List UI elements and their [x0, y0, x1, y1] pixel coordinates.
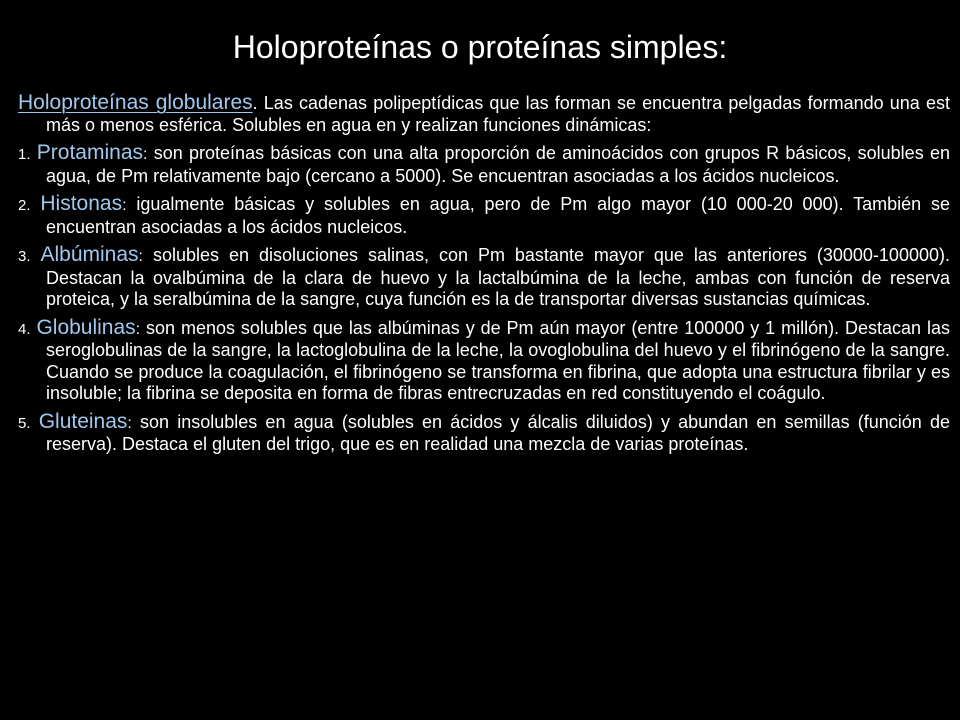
slide-body: [18, 92, 950, 462]
item-number: 5.: [18, 414, 31, 432]
list-item-globulinas: [18, 317, 950, 405]
item-text: son menos solubles que las albúminas y de Pm aún mayor (entre 100000 y 1 millón). Destacan las seroglobulinas de la sangre, la lactoglobulina de la leche, la ovoglobulina del huevo y el fibrinógeno de la sangre. Cuando se produce la coagulación, el fibrinógeno se transforma en fibrina, que adopta una estructura fibrilar y es insoluble; la fibrina se deposita en forma de fibras entrecruzadas en red constituyendo el coágulo.: [46, 317, 950, 403]
list-item-gluteinas: [18, 411, 950, 456]
item-term: Protaminas: [36, 141, 144, 164]
item-colon: :: [135, 320, 141, 338]
list-item-histonas: [18, 193, 950, 238]
item-text: solubles en disoluciones salinas, con Pm bastante mayor que las anteriores (30000-100000). Destacan la ovalbúmina de la clara de huevo y la lactalbúmina de la leche, ambas con función de reserva proteica, y la seralbúmina de la sangre, cuya función es la de transportar diversas sustancias químicas.: [46, 245, 950, 309]
item-number: 3.: [18, 248, 31, 265]
item-colon: :: [122, 197, 127, 214]
item-colon: :: [127, 414, 132, 432]
item-term: Histonas: [40, 192, 123, 215]
intro-text: . Las cadenas polipeptídicas que las forman se encuentra pelgadas formando una est más o menos esférica. Solubles en agua en y realizan funciones dinámicas:: [46, 93, 950, 135]
item-number: 4.: [18, 320, 31, 338]
slide-title-text: Holoproteínas o proteínas simples:: [232, 29, 728, 65]
item-colon: :: [143, 146, 148, 163]
slide-title: [0, 28, 960, 66]
item-text: son insolubles en agua (solubles en ácidos y álcalis diluidos) y abundan en semillas (función de reserva). Destaca el gluten del trigo, que es en realidad una mezcla de varias proteínas.: [46, 411, 950, 454]
item-text: son proteínas básicas con una alta proporción de aminoácidos con grupos R básicos, solubles en agua, de Pm relativamente bajo (cercano a 5000). Se encuentran asociadas a los ácidos nucleicos.: [46, 143, 950, 186]
item-number: 1.: [18, 146, 31, 163]
item-term: Albúminas: [40, 243, 139, 266]
item-colon: :: [138, 248, 143, 265]
intro-paragraph: [18, 92, 950, 136]
item-term: Globulinas: [36, 315, 136, 339]
item-number: 2.: [18, 197, 31, 214]
item-term: Gluteinas: [38, 409, 128, 433]
list-item-protaminas: [18, 142, 950, 187]
item-text: igualmente básicas y solubles en agua, pero de Pm algo mayor (10 000-20 000). También se encuentran asociadas a los ácidos nucleicos.: [46, 194, 950, 237]
list-item-albuminas: [18, 244, 950, 311]
intro-term: Holoproteínas globulares: [18, 91, 253, 114]
